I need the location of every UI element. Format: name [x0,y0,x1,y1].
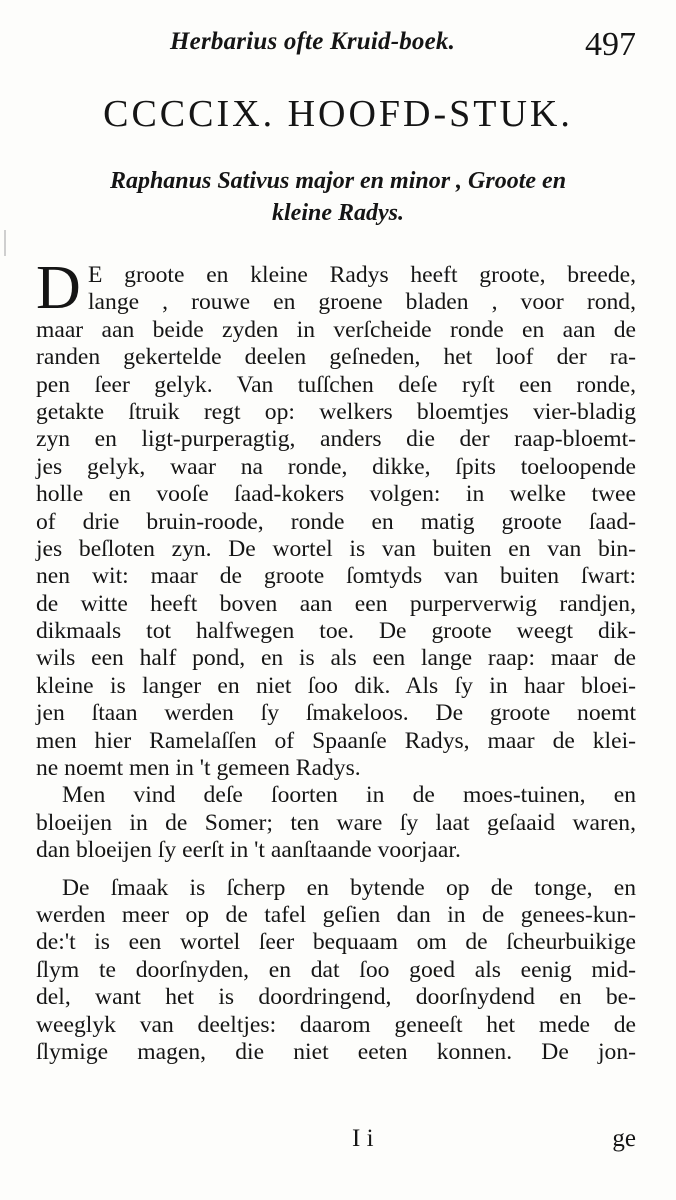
text-line: wils een half pond, en is als een lange raap: maar de [36,645,636,672]
text-line: of drie bruin-roode, ronde en matig groote ſaad- [36,508,636,535]
page-footer [0,1125,676,1165]
text-line: zyn en ligt-purperagtig, anders die der raap-bloemt- [36,426,636,453]
text-line: weeglyk van deeltjes: daarom geneeſt het mede de [36,1011,636,1038]
chapter-title: CCCCIX. HOOFD-STUK. [103,93,573,135]
margin-mark [4,230,6,256]
drop-cap: D [36,254,81,322]
text-line: dan bloeijen ſy eerſt in 't aanſtaande voorjaar. [36,837,461,864]
text-line: nen wit: maar de groote ſomtyds van buiten ſwart: [36,563,636,590]
text-line: getakte ſtruik regt op: welkers bloemtjes vier-bladig [36,398,636,425]
paragraph-1 [36,254,636,782]
text-line: randen gekertelde deelen geſneden, het loof der ra- [36,344,636,371]
text-line: holle en vooſe ſaad-kokers volgen: in welke twee [36,481,636,508]
text-line: bloeijen in de Somer; ten ware ſy laat geſaaid waren, [36,809,636,836]
text-line: de:'t is een wortel ſeer bequaam om de ſcheurbuikige [36,929,636,956]
paragraph-3 [36,875,636,1067]
text-line: ſlym te doorſnyden, en dat ſoo goed als eenig mid- [36,956,636,983]
text-line: jen ſtaan werden ſy ſmakeloos. De groote noemt [36,700,636,727]
catchword: ge [612,1125,636,1152]
text-line: maar aan beide zyden in verſcheide ronde en aan de [36,316,636,343]
page-number: 497 [585,26,636,63]
text-line: E groote en kleine Radys heeft groote, breede, [88,262,636,288]
text-line: ne noemt men in 't gemeen Radys. [36,755,361,782]
chapter-subtitle [40,165,636,229]
text-line: Men vind deſe ſoorten in de moes-tuinen, en [62,782,636,809]
text-line: kleine is langer en niet ſoo dik. Als ſy in haar bloei- [36,672,636,699]
text-line: jes gelyk, waar na ronde, dikke, ſpits toeloopende [36,453,636,480]
text-line: De ſmaak is ſcherp en bytende op de tonge, en [62,874,636,901]
paragraph-2 [36,782,636,864]
text-line: jes beſloten zyn. De wortel is van buiten en van bin- [36,535,636,562]
text-line: werden meer op de tafel geſien dan in de genees-kun- [36,901,636,928]
text-line: ſlymige magen, die niet eeten konnen. De jon- [36,1038,636,1065]
text-line: men hier Ramelaſſen of Spaanſe Radys, maar de klei- [36,727,636,754]
text-line: del, want het is doordringend, doorſnydend en be- [36,984,636,1011]
body-text [36,254,636,1066]
text-line: de witte heeft boven aan een purperverwig randjen, [36,590,636,617]
text-line: dikmaals tot halfwegen toe. De groote weegt dik- [36,618,636,645]
text-line: lange , rouwe en groene bladen , voor rond, [88,289,636,316]
subtitle-line-2: kleine Radys. [272,200,404,226]
subtitle-line-1: Raphanus Sativus major en minor , Groote en [109,168,567,194]
running-head: Herbarius ofte Kruid-boek. [170,28,456,55]
signature-mark: I i [352,1125,374,1152]
text-line: pen ſeer gelyk. Van tuſſchen deſe ryſt een ronde, [36,371,636,398]
